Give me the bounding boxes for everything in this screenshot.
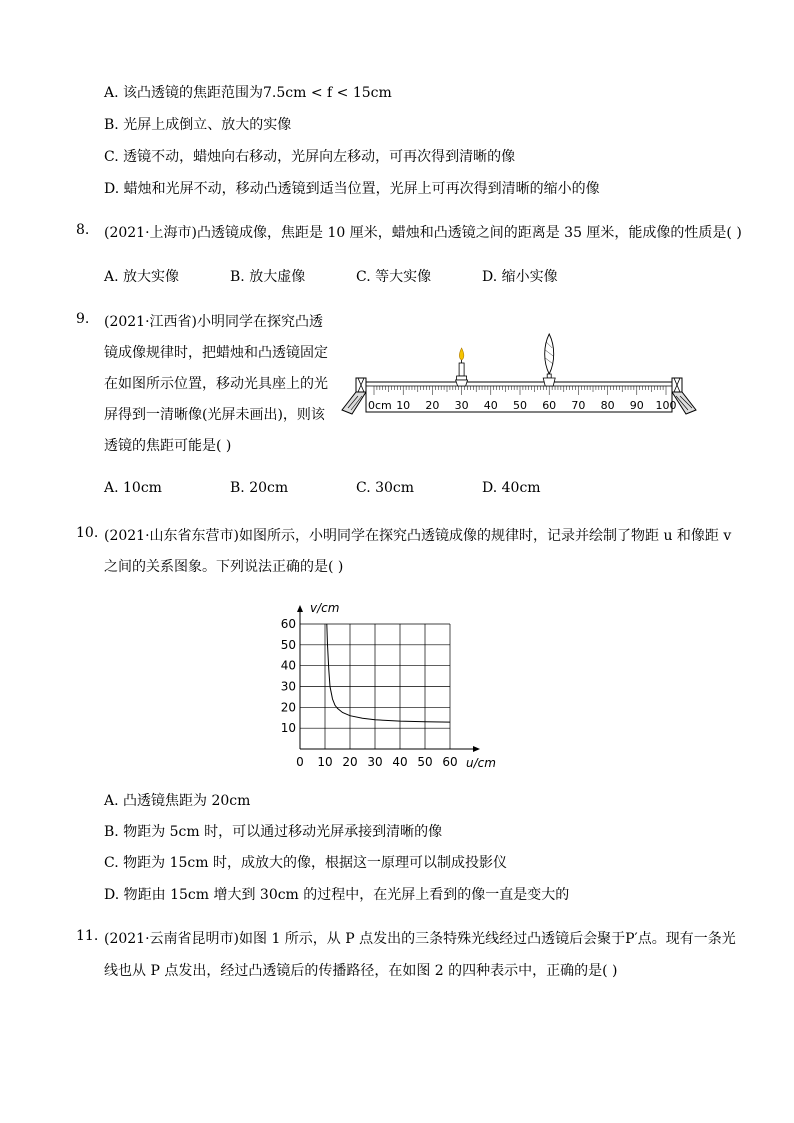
q8-stem: (2021·上海市)凸透镜成像，焦距是 10 厘米，蜡烛和凸透镜之间的距离是 35 厘米，能成像的性质是( ) [104,225,742,241]
q10-stem-line-1: (2021·山东省东营市)如图所示，小明同学在探究凸透镜成像的规律时，记录并绘制了物距 u 和像距 v [104,528,732,544]
q11-stem-line-1: (2021·云南省昆明市)如图 1 所示，从 P 点发出的三条特殊光线经过凸透镜后会聚于P′点。现有一条光 [104,931,736,947]
q9-stem-line-1: (2021·江西省)小明同学在探究凸透 [104,314,324,330]
q10-option-a: A. 凸透镜焦距为 20cm [104,793,251,809]
q8-option-d: D. 缩小实像 [482,269,558,285]
q7-option-a: A. 该凸透镜的焦距范围为7.5cm < f < 15cm [104,85,392,101]
rail-tick-label: 50 [513,399,527,412]
q11-number: 11. [76,928,99,944]
q9-stem-line-2: 镜成像规律时，把蜡烛和凸透镜固定 [104,345,328,361]
x-tick-label: 10 [317,755,333,769]
rail-tick-label: 100 [655,399,677,412]
chart-y-axis-label: v/cm [310,601,340,615]
q9-stem-line-3: 在如图所示位置，移动光具座上的光 [104,376,328,392]
q9-stem-line-4: 屏得到一清晰像(光屏未画出)，则该 [104,407,325,423]
q7-option-b: B. 光屏上成倒立、放大的实像 [104,117,292,133]
y-tick-label: 30 [280,679,296,694]
y-tick-label: 20 [280,700,296,715]
y-tick-label: 50 [280,637,296,652]
rail-tick-label: 80 [600,399,615,412]
x-tick-label: 30 [367,755,383,769]
chart-x-axis-label: u/cm [466,756,496,770]
q10-stem-line-2: 之间的关系图象。下列说法正确的是( ) [104,559,344,575]
rail-tick-label: 90 [629,399,644,412]
q10-option-d: D. 物距由 15cm 增大到 30cm 的过程中，在光屏上看到的像一直是变大的 [104,887,570,903]
optical-bench-figure [338,330,698,422]
q10-option-b: B. 物距为 5cm 时，可以通过移动光屏承接到清晰的像 [104,824,443,840]
q7-option-c: C. 透镜不动，蜡烛向右移动，光屏向左移动，可再次得到清晰的像 [104,149,516,165]
q9-option-a: A. 10cm [104,480,162,496]
x-tick-label: 50 [417,755,433,769]
chart-grid [300,624,450,749]
q9-option-d: D. 40cm [482,480,541,496]
q9-stem-line-5: 透镜的焦距可能是( ) [104,438,232,454]
q9-number: 9. [76,311,90,327]
q9-option-c: C. 30cm [356,480,415,496]
left-stand [342,378,366,414]
rail-tick-label: 20 [425,399,440,412]
rail-tick-label: 40 [483,399,498,412]
q10-number: 10. [76,525,99,541]
rail-tick-label: 60 [542,399,557,412]
convex-lens [543,334,555,386]
x-tick-label: 0 [296,755,304,769]
q9-option-b: B. 20cm [230,480,289,496]
q8-option-a: A. 放大实像 [104,269,180,285]
q8-option-c: C. 等大实像 [356,269,432,285]
chart-axes [297,605,480,752]
candle [456,348,468,386]
rail-tick-label: 30 [454,399,469,412]
q7-option-d: D. 蜡烛和光屏不动，移动凸透镜到适当位置，光屏上可再次得到清晰的缩小的像 [104,181,600,197]
x-tick-label: 20 [342,755,358,769]
q10-option-c: C. 物距为 15cm 时，成放大的像，根据这一原理可以制成投影仪 [104,855,507,871]
x-tick-label: 60 [442,755,458,769]
chart-tick-labels [281,617,458,769]
x-tick-label: 40 [392,755,408,769]
rail-tick-label: 10 [396,399,411,412]
rail-tick-label: 0cm [368,399,392,412]
rail-tick-label: 70 [571,399,586,412]
q8-option-b: B. 放大虚像 [230,269,306,285]
y-axis-arrow [297,605,303,612]
x-axis-arrow [473,746,480,752]
q11-stem-line-2: 线也从 P 点发出，经过凸透镜后的传播路径，在如图 2 的四种表示中，正确的是( ) [104,963,618,979]
q8-number: 8. [76,222,90,238]
y-tick-label: 40 [280,658,296,673]
y-tick-label: 60 [280,617,296,631]
y-tick-label: 10 [280,721,296,736]
v-u-chart [270,594,510,774]
